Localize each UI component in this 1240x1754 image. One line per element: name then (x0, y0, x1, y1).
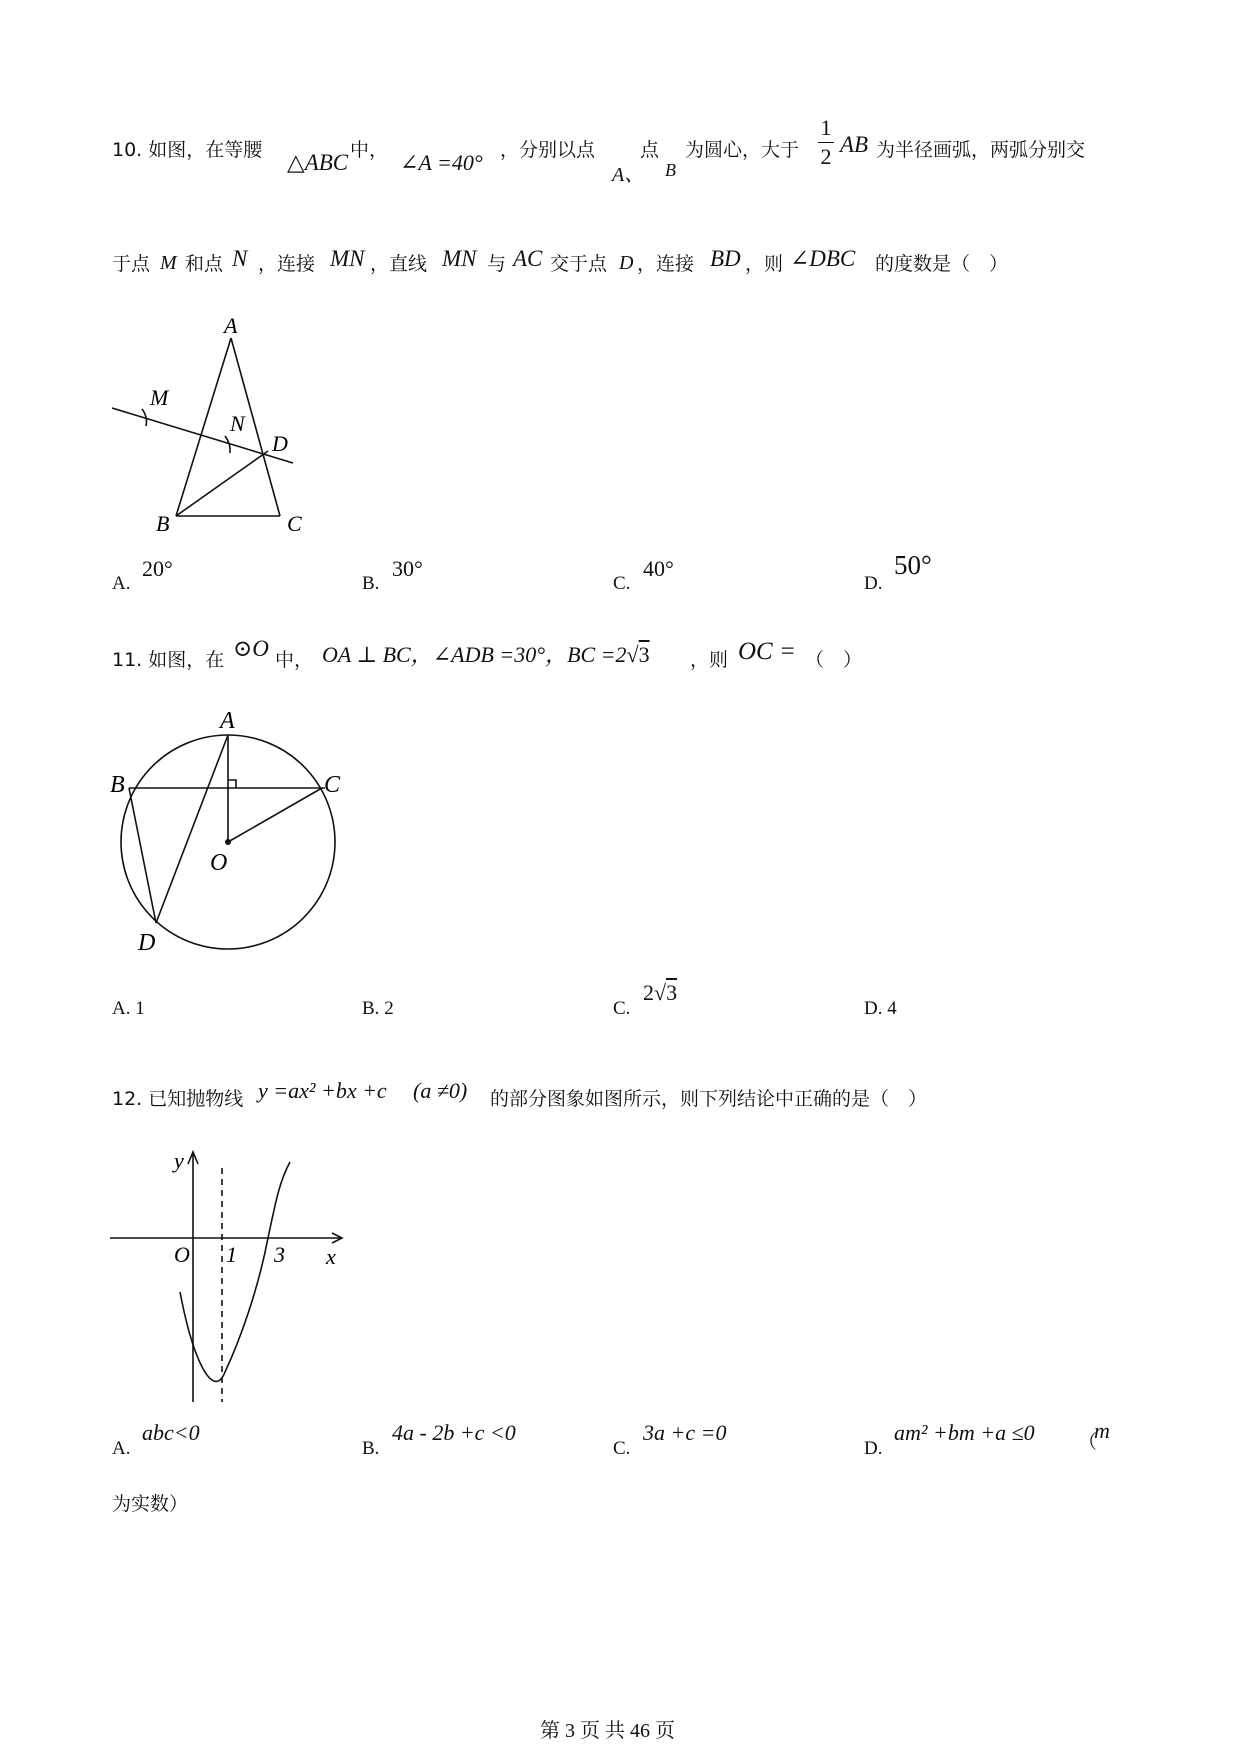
q10-text-fenbie: ，分别以点 (500, 139, 596, 161)
q11-option-b (362, 998, 394, 1020)
q11-text-intro: 11. 如图，在 (112, 649, 225, 671)
q12-option-b-label: B. (362, 1438, 380, 1459)
q12-option-d-label: D. (864, 1438, 883, 1459)
q10-angle-a: ∠A =40° (400, 150, 483, 175)
q11-text-zhong: 中， (275, 649, 314, 671)
q10-arc-n (225, 436, 230, 453)
q10-label-m: M (150, 385, 169, 410)
q11-oc: OC = (738, 638, 796, 665)
q12-option-d-line2: 为实数） (112, 1493, 189, 1515)
q10-l2-ac: AC (513, 246, 543, 271)
q10-l2-lianjie2: ，连接 (637, 253, 695, 275)
q10-fraction-numerator: 1 (820, 115, 832, 140)
q12-label-x: x (326, 1244, 336, 1269)
q11-conditions-sqrt: 3 (638, 642, 650, 667)
q12-option-a-label: A. (112, 1438, 131, 1459)
q10-option-d-value: 50° (894, 550, 932, 580)
q11-option-a (112, 998, 145, 1020)
q10-segment-ab: AB (840, 132, 869, 157)
q10-l2-mn1: MN (330, 246, 365, 271)
q10-option-a-value: 20° (142, 556, 173, 581)
q10-line1 (112, 138, 262, 162)
q11-segment-ad (156, 735, 228, 923)
q10-label-n: N (230, 411, 245, 436)
q10-l2-m: M (160, 252, 177, 274)
q10-label-d: D (272, 431, 288, 456)
q10-l2-hedian: 和点 (185, 253, 224, 275)
q10-l2-mn2: MN (442, 246, 477, 271)
q12-parabola-curve (180, 1162, 290, 1381)
q11-center-dot (225, 839, 231, 845)
q11-right-angle-mark (228, 780, 236, 788)
q12-text-question: 的部分图象如图所示，则下列结论中正确的是（ ） (490, 1088, 928, 1110)
q10-l2-yudian: 于点 (112, 253, 151, 275)
q10-text-dian: 点 (640, 139, 660, 161)
q10-text-banjing: 为半径画弧，两弧分别交 (876, 139, 1086, 161)
page-footer: 第 3 页 共 46 页 (540, 1720, 675, 1742)
q10-option-c-value: 40° (643, 556, 674, 581)
q10-l2-d: D (619, 252, 634, 274)
q10-label-c: C (287, 511, 302, 535)
q11-option-b-label: B. (362, 998, 380, 1019)
q11-label-o: O (210, 850, 228, 876)
q11-segment-bd (129, 788, 156, 923)
q11-option-a-label: A. (112, 998, 131, 1019)
q11-circle-figure (100, 700, 360, 960)
q11-segment-oc (228, 788, 322, 842)
q11-option-d (864, 998, 897, 1020)
q11-text-ze: ，则 (690, 649, 729, 671)
q12-parabola-figure (100, 1140, 360, 1410)
q10-label-b: B (156, 511, 170, 535)
q10-fraction-denominator: 2 (820, 144, 832, 169)
q11-label-c: C (324, 772, 341, 798)
q11-option-a-value: 1 (135, 998, 145, 1019)
q10-fraction-half (818, 116, 834, 169)
q10-point-b: B (665, 160, 676, 180)
q10-triangle: △ABC (287, 150, 349, 175)
q10-option-c-label: C. (613, 573, 631, 594)
q12-equation-cond: (a ≠0) (413, 1078, 468, 1103)
q11-option-d-label: D. (864, 998, 883, 1019)
q10-option-b-value: 30° (392, 556, 423, 581)
q10-l2-bd: BD (710, 246, 741, 271)
q12-text-intro: 12. 已知抛物线 (112, 1088, 244, 1110)
q12-label-three: 3 (274, 1242, 285, 1267)
q10-l2-n: N (232, 246, 248, 271)
q12-option-d-m: m (1094, 1418, 1110, 1443)
q12-label-one: 1 (226, 1242, 237, 1267)
q12-label-o: O (174, 1242, 190, 1267)
q11-circle-o: ⊙O (233, 636, 269, 661)
q12-option-d-paren: （ (1078, 1431, 1098, 1453)
q10-line-mn (112, 408, 293, 463)
q10-fraction-bar (818, 142, 834, 143)
q10-option-b-label: B. (362, 573, 380, 594)
q12-equation: y =ax² +bx +c (258, 1078, 387, 1103)
q10-segment-bd (176, 451, 268, 516)
q12-label-y: y (174, 1148, 184, 1173)
q10-l2-zhixian: ，直线 (370, 253, 428, 275)
q10-label-a: A (224, 313, 238, 338)
q12-option-a-value: abc<0 (142, 1420, 200, 1445)
q10-l2-dushu: 的度数是（ ） (875, 253, 1009, 275)
q11-option-c-value: 2√3 (643, 980, 678, 1005)
q10-option-d-label: D. (864, 573, 883, 594)
q11-option-c-coef: 2 (643, 980, 654, 1005)
q10-point-a: A、 (612, 164, 645, 186)
q10-triangle-figure (100, 305, 320, 535)
q11-label-a: A (220, 708, 235, 734)
q10-l2-jiaoyudian: 交于点 (550, 253, 608, 275)
q11-paren: （ ） (805, 649, 863, 671)
q11-option-c-radicand: 3 (666, 980, 678, 1005)
q12-option-c-label: C. (613, 1438, 631, 1459)
q11-option-b-value: 2 (384, 998, 394, 1019)
q10-l2-dbc: ∠DBC (790, 246, 856, 271)
q11-conditions: OA ⊥ BC，∠ADB =30°，BC =2√3 (322, 642, 650, 667)
q11-option-d-value: 4 (887, 998, 897, 1019)
q10-text-yuanxin: 为圆心，大于 (685, 139, 800, 161)
q12-option-b-value: 4a - 2b +c <0 (392, 1420, 516, 1445)
q12-option-c-value: 3a +c =0 (643, 1420, 727, 1445)
q11-label-d: D (138, 930, 156, 956)
q11-label-b: B (110, 772, 125, 798)
q10-l2-lianjie1: ，连接 (258, 253, 316, 275)
q11-option-c-label: C. (613, 998, 631, 1019)
q10-zhong: 中， (350, 139, 389, 161)
q10-l2-ze: ，则 (745, 253, 784, 275)
q10-side-ab (176, 338, 231, 516)
q10-option-a-label: A. (112, 573, 131, 594)
q10-l2-yu: 与 (487, 253, 507, 275)
q12-option-d-value: am² +bm +a ≤0 (894, 1420, 1035, 1445)
q11-conditions-text: OA ⊥ BC，∠ADB =30°，BC =2 (322, 642, 627, 667)
q10-number-text: 10. 如图，在等腰 (112, 139, 263, 161)
